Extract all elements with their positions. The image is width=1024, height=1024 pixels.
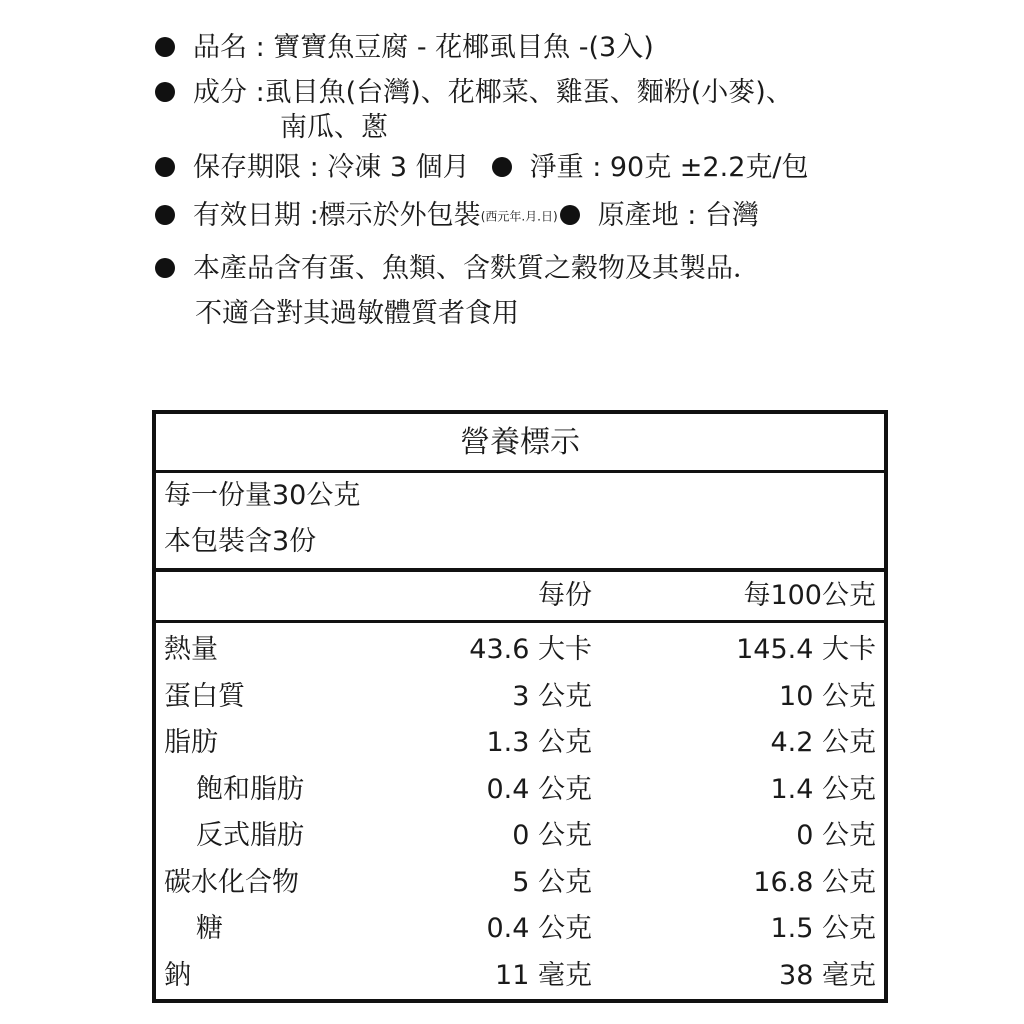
per-100g-value: 16.8 公克 <box>753 866 876 898</box>
allergen-text-2: 不適合對其過敏體質者食用 <box>195 298 519 329</box>
nutrition-row-calories <box>156 627 884 674</box>
ingredients-line-2 <box>155 108 388 148</box>
nutrient-name: 反式脂肪 <box>196 820 304 851</box>
ingredients-text-2: 南瓜、蔥 <box>280 112 388 143</box>
shelf-life: 保存期限 : 冷凍 3 個月 <box>193 152 470 183</box>
expiry-origin-line <box>155 196 759 236</box>
origin: 原產地 : 台灣 <box>597 200 759 231</box>
allergen-text-1: 本產品含有蛋、魚類、含麩質之穀物及其製品． <box>193 253 760 284</box>
ingredients-line <box>155 73 793 113</box>
per-100g-value: 38 毫克 <box>779 959 876 991</box>
nutrient-name: 鈉 <box>164 959 191 991</box>
per-serving-value: 1.3 公克 <box>486 727 592 758</box>
per-serving-value: 3 公克 <box>512 680 592 712</box>
expiry-date: 有效日期 :標示於外包裝 <box>193 200 481 231</box>
servings-per-pack: 本包裝含3份 <box>164 526 317 557</box>
nutrient-name: 飽和脂肪 <box>196 773 304 805</box>
serving-info <box>156 473 884 572</box>
expiry-note: (西元年.月.日) <box>480 209 558 224</box>
nutrition-panel <box>152 410 888 1003</box>
nutrient-name: 蛋白質 <box>164 680 245 712</box>
per-serving-value: 0.4 公克 <box>486 773 592 805</box>
per-100g-value: 1.4 公克 <box>770 773 876 805</box>
nutrition-row-carbohydrate <box>156 860 884 907</box>
nutrition-title: 營養標示 <box>156 414 884 473</box>
nutrition-row-sodium <box>156 953 884 1000</box>
per-100g-value: 4.2 公克 <box>770 727 876 758</box>
per-serving-value: 11 毫克 <box>495 959 592 991</box>
nutrient-name: 碳水化合物 <box>164 866 299 898</box>
per-100g-value: 10 公克 <box>779 680 876 712</box>
net-weight: 淨重 : 90克 ±2.2克/包 <box>529 152 809 183</box>
bullet-icon <box>155 157 175 177</box>
per-serving-value: 5 公克 <box>512 866 592 898</box>
serving-size: 每一份量30公克 <box>164 480 361 511</box>
per-100g-value: 145.4 大卡 <box>736 634 876 665</box>
nutrition-header-row <box>156 572 884 623</box>
product-name-line <box>155 28 654 68</box>
nutrient-name: 脂肪 <box>164 727 218 758</box>
header-per-100g: 每100公克 <box>743 580 876 611</box>
bullet-icon <box>560 205 580 225</box>
allergen-line-2 <box>155 294 519 334</box>
bullet-icon <box>155 37 175 57</box>
nutrition-row-fat <box>156 720 884 767</box>
bullet-icon <box>155 258 175 278</box>
nutrition-row-trans-fat <box>156 813 884 860</box>
per-100g-value: 1.5 公克 <box>770 913 876 944</box>
nutrition-row-protein <box>156 674 884 721</box>
bullet-icon <box>155 205 175 225</box>
per-serving-value: 0 公克 <box>512 820 592 851</box>
shelf-weight-line <box>155 148 808 188</box>
bullet-icon <box>155 82 175 102</box>
nutrient-name: 糖 <box>196 913 223 944</box>
per-serving-value: 43.6 大卡 <box>469 634 592 665</box>
nutrition-rows <box>156 623 884 999</box>
nutrition-row-sugar <box>156 906 884 953</box>
per-serving-value: 0.4 公克 <box>486 913 592 944</box>
product-name: 品名 : 寶寶魚豆腐 - 花椰虱目魚 -(3入) <box>193 32 654 63</box>
nutrition-row-saturated-fat <box>156 767 884 814</box>
ingredients-text-1: 成分 :虱目魚(台灣)、花椰菜、雞蛋、麵粉(小麥)、 <box>193 77 793 108</box>
nutrient-name: 熱量 <box>164 634 218 665</box>
header-per-serving: 每份 <box>538 580 592 611</box>
bullet-icon <box>492 157 512 177</box>
allergen-line <box>155 249 760 289</box>
per-100g-value: 0 公克 <box>796 820 876 851</box>
